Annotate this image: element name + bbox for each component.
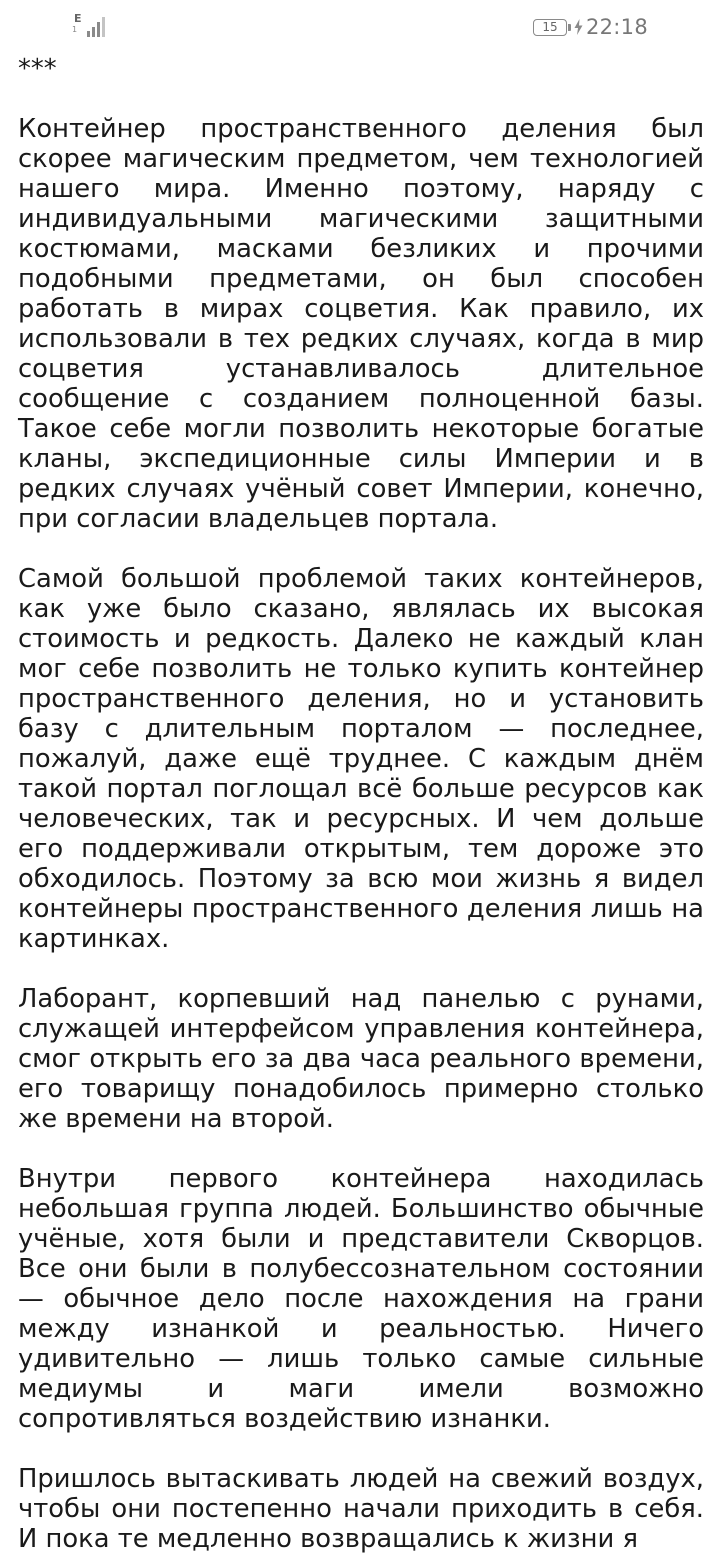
battery-level: 15 [542,20,558,34]
status-bar [0,0,720,54]
signal-bars-icon [82,16,106,38]
text-paragraph: Самой большой проблемой таких контейнеров, как уже было сказано, являлась их высокая стоимость и редкость. Далеко не каждый клан мог себе позволить не только купить контейнер пространственного деления, но и установить базу с длительным порталом — последнее, пожалуй, даже ещё труднее. С каждым днём такой портал поглощал всё больше ресурсов как человеческих, так и ресурсных. И чем дольше его поддерживали открытым, тем дороже это обходилось. Поэтому за всю мои жизнь я видел контейнеры пространственного деления лишь на картинках. [18,564,704,954]
text-paragraph: Пришлось вытаскивать людей на свежий воздух, чтобы они постепенно начали приходить в себя. И пока те медленно возвращались к жизни я [18,1464,704,1554]
status-clock: 22:18 [585,15,648,39]
status-indicators [533,14,648,40]
reader-text-area[interactable] [18,54,704,1554]
battery-cap-icon [568,24,571,31]
network-type-label: E [74,12,82,25]
text-paragraph: Контейнер пространственного деления был скорее магическим предметом, чем технологией нашего мира. Именно поэтому, наряду с индивидуальными магическими защитными костюмами, масками безликих и прочими подобными предметами, он был способен работать в мирах соцветия. Как правило, их использовали в тех редких случаях, когда в мир соцветия устанавливалось длительное сообщение с созданием полноценной базы. Такое себе могли позволить некоторые богатые кланы, экспедиционные силы Империи и в редких случаях учёный совет Империи, конечно, при согласии владельцев портала. [18,114,704,534]
section-separator: *** [18,54,57,84]
text-paragraph: Лаборант, корпевший над панелью с рунами, служащей интерфейсом управления контейнера, смог открыть его за два часа реального времени, его товарищу понадобилось примерно столько же времени на второй. [18,984,704,1134]
battery-icon [533,19,567,36]
network-sub-label: 1 [72,25,78,34]
charging-bolt-icon [574,19,583,35]
text-paragraph: Внутри первого контейнера находилась небольшая группа людей. Большинство обычные учёные, хотя были и представители Скворцов. Все они были в полубессознательном состоянии — обычное дело после нахождения на грани между изнанкой и реальностью. Ничего удивительно — лишь только самые сильные медиумы и маги имели возможно сопротивляться воздействию изнанки. [18,1164,704,1434]
cellular-signal-icon [72,14,108,40]
